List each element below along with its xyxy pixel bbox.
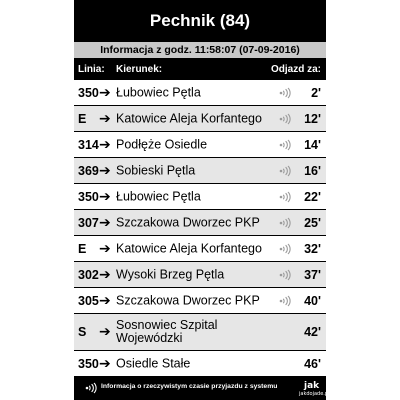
realtime-signal-icon bbox=[279, 244, 291, 254]
jakdojade-logo bbox=[298, 378, 330, 398]
departure-row bbox=[74, 106, 326, 131]
line-number: 314 bbox=[78, 137, 99, 152]
footer-text: Informacja o rzeczywistym czasie przyjazdu z systemu bbox=[101, 383, 278, 390]
destination: Sosnowiec Szpital Wojewódzki bbox=[116, 318, 218, 345]
svg-text:jak: jak bbox=[304, 381, 320, 391]
arrow-right-icon: ➔ bbox=[99, 83, 111, 100]
departure-row bbox=[74, 236, 326, 261]
destination: Osiedle Stałe bbox=[116, 356, 191, 370]
arrow-right-icon: ➔ bbox=[99, 187, 111, 204]
line-number: 307 bbox=[78, 215, 99, 230]
departure-row bbox=[74, 184, 326, 209]
departure-row bbox=[74, 132, 326, 157]
line-number: S bbox=[78, 325, 87, 339]
arrow-right-icon: ➔ bbox=[99, 161, 111, 178]
destination: Katowice Aleja Korfantego bbox=[116, 111, 262, 125]
line-number: 302 bbox=[78, 267, 99, 282]
arrow-right-icon: ➔ bbox=[99, 239, 111, 256]
realtime-signal-icon bbox=[279, 114, 291, 124]
footer bbox=[74, 376, 330, 400]
departure-time: 22' bbox=[304, 189, 321, 204]
realtime-signal-icon bbox=[279, 192, 291, 202]
departure-row bbox=[74, 262, 326, 287]
svg-text:jakdojade.pl: jakdojade.pl bbox=[299, 391, 330, 397]
arrow-right-icon: ➔ bbox=[99, 323, 111, 340]
line-number: E bbox=[78, 111, 87, 126]
destination: Podłęże Osiedle bbox=[116, 137, 208, 151]
column-headers bbox=[74, 58, 326, 80]
column-departure-header: Odjazd za: bbox=[270, 64, 321, 75]
departure-row bbox=[74, 80, 326, 105]
destination: Wysoki Brzeg Pętla bbox=[116, 267, 225, 281]
line-number: 369 bbox=[78, 163, 99, 178]
departure-time: 12' bbox=[304, 111, 321, 126]
departure-row bbox=[74, 314, 326, 350]
line-number: E bbox=[78, 241, 87, 256]
departure-row bbox=[74, 158, 326, 183]
line-number: 350 bbox=[78, 356, 99, 371]
departure-list bbox=[74, 80, 326, 376]
arrow-right-icon: ➔ bbox=[99, 291, 111, 308]
destination: Łubowiec Pętla bbox=[116, 189, 201, 203]
departure-row bbox=[74, 288, 326, 313]
destination: Katowice Aleja Korfantego bbox=[116, 241, 262, 255]
arrow-right-icon: ➔ bbox=[99, 109, 111, 126]
departure-board bbox=[74, 0, 330, 400]
arrow-right-icon: ➔ bbox=[99, 213, 111, 230]
departure-time: 2' bbox=[311, 85, 321, 100]
departure-time: 42' bbox=[304, 325, 321, 339]
departure-time: 16' bbox=[304, 163, 321, 178]
stop-title: Pechnik (84) bbox=[149, 11, 251, 30]
column-line-header: Linia: bbox=[78, 64, 105, 75]
realtime-signal-icon bbox=[279, 140, 291, 150]
realtime-signal-icon bbox=[85, 383, 97, 393]
update-info-bar: Informacja z godz. 11:58:07 (07-09-2016) bbox=[74, 42, 326, 58]
departure-time: 25' bbox=[304, 215, 321, 230]
departure-row bbox=[74, 210, 326, 235]
destination: Sobieski Pętla bbox=[116, 163, 196, 177]
realtime-signal-icon bbox=[279, 270, 291, 280]
line-number: 305 bbox=[78, 293, 99, 308]
departure-row bbox=[74, 351, 326, 376]
line-number: 350 bbox=[78, 85, 99, 100]
line-number: 350 bbox=[78, 189, 99, 204]
realtime-signal-icon bbox=[279, 218, 291, 228]
arrow-right-icon: ➔ bbox=[99, 265, 111, 282]
departure-time: 46' bbox=[304, 356, 321, 371]
destination: Szczakowa Dworzec PKP bbox=[116, 215, 260, 229]
departure-time: 40' bbox=[304, 293, 321, 308]
column-direction-header: Kierunek: bbox=[116, 64, 163, 75]
departure-time: 14' bbox=[304, 137, 321, 152]
realtime-signal-icon bbox=[279, 88, 291, 98]
destination: Szczakowa Dworzec PKP bbox=[116, 293, 260, 307]
destination: Łubowiec Pętla bbox=[116, 85, 201, 99]
realtime-signal-icon bbox=[279, 166, 291, 176]
departure-time: 37' bbox=[304, 267, 321, 282]
departure-time: 32' bbox=[304, 241, 321, 256]
arrow-right-icon: ➔ bbox=[99, 354, 111, 371]
realtime-signal-icon bbox=[279, 296, 291, 306]
arrow-right-icon: ➔ bbox=[99, 135, 111, 152]
